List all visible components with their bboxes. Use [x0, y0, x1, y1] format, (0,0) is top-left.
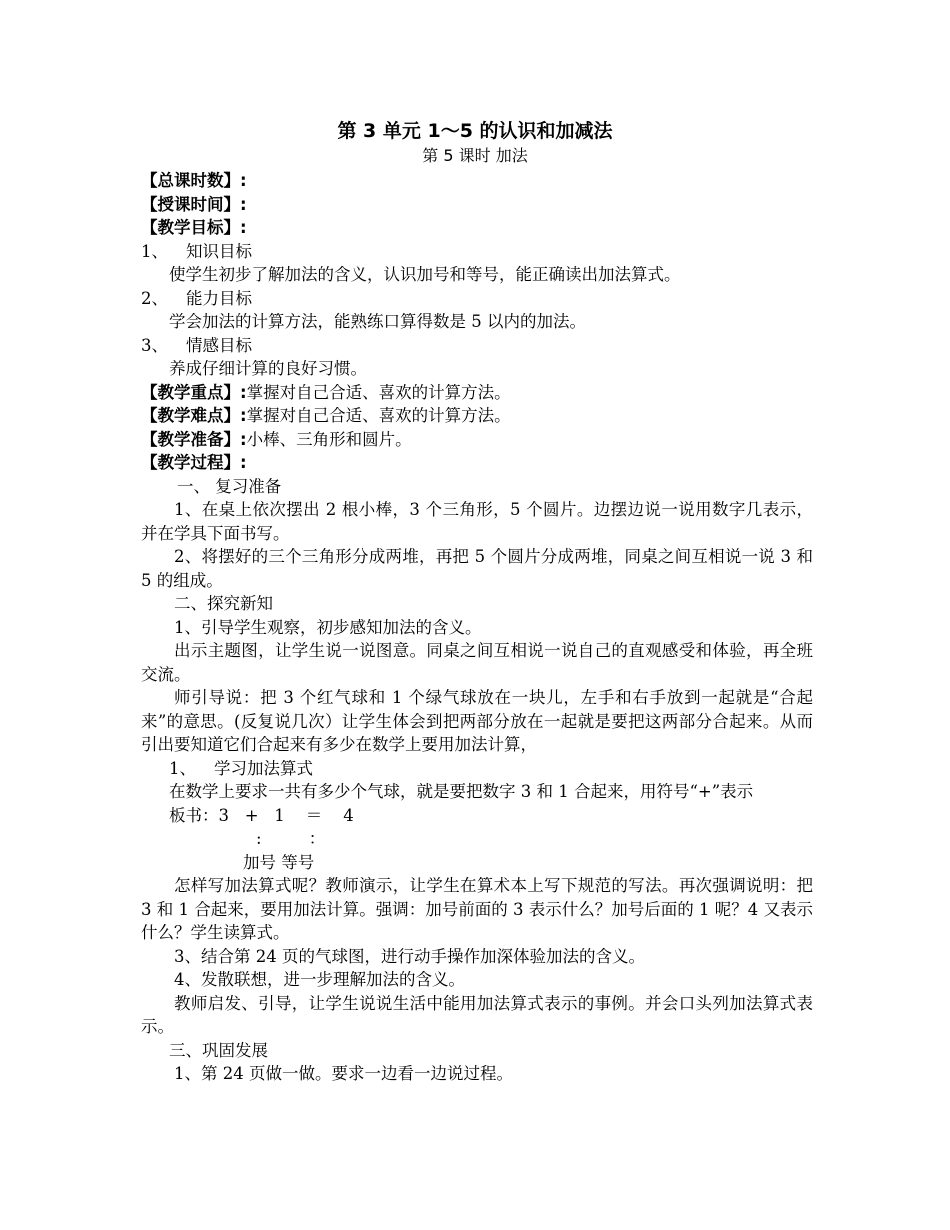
section-2-paragraph: 教师启发、引导，让学生说说生活中能用加法算式表示的事例。并会口头列加法算式表示。: [141, 993, 813, 1036]
teach-time-field: 【授课时间】:: [141, 194, 247, 214]
section-2-paragraph: 3、结合第 24 页的气球图，进行动手操作加深体验加法的含义。: [174, 946, 645, 966]
section-2-paragraph: 4、发散联想，进一步理解加法的含义。: [174, 970, 465, 989]
document-body: [141, 169, 813, 1086]
section-1-paragraph: 1、在桌上依次摆出 2 根小棒，3 个三角形，5 个圆片。边摆边说一说用数字几表示，并在学具下面书写。: [141, 500, 813, 543]
section-3-paragraph: 1、第 24 页做一做。要求一边看一边说过程。: [174, 1064, 513, 1083]
section-2-paragraph: 怎样写加法算式呢？教师演示，让学生在算术本上写下规范的写法。再次强调说明：把 3 和 1 合起来，要用加法计算。强调：加号前面的 3 表示什么？加号后面的 1 呢？4 又表示什么？学生读算式。: [141, 876, 813, 942]
section-2-paragraph: 出示主题图，让学生说一说图意。同桌之间互相说一说自己的直观感受和体验，再全班交流。: [141, 641, 813, 684]
section-2-paragraph: 在数学上要求一共有多少个气球，就是要把数字 3 和 1 合起来，用符号“+”表示: [169, 782, 754, 801]
blackboard-formula: 板书：3 + 1 ＝ 4: [169, 805, 354, 825]
goal-3-text: 养成仔细计算的良好习惯。: [169, 359, 367, 378]
section-2-paragraph: 师引导说：把 3 个红气球和 1 个绿气球放在一块儿，左手和右手放到一起就是“合起来”的意思。(反复说几次）让学生体会到把两部分放在一起就是要把这两部分合起来。从而引出要知道它们合起来有多少在数学上要用加法计算，: [141, 688, 813, 754]
lesson-subtitle: 第 5 课时 加法: [422, 146, 528, 165]
keypoint-line: 【教学重点】:掌握对自己合适、喜欢的计算方法。: [141, 382, 511, 402]
formula-markers: : ：: [256, 829, 326, 848]
goals-heading: 【教学目标】:: [141, 218, 247, 237]
section-1-paragraph: 2、将摆好的三个三角形分成两堆，再把 5 个圆片分成两堆，同桌之间互相说一说 3 和 5 的组成。: [141, 547, 813, 590]
process-heading: 【教学过程】:: [141, 453, 247, 472]
goal-1-heading: 1、 知识目标: [141, 241, 252, 261]
difficulty-line: 【教学难点】:掌握对自己合适、喜欢的计算方法。: [141, 406, 511, 425]
section-2-heading: 二、探究新知: [174, 594, 273, 613]
goal-1-text: 使学生初步了解加法的含义，认识加号和等号，能正确读出加法算式。: [169, 265, 681, 284]
section-1-heading: 一、 复习准备: [177, 476, 282, 496]
total-hours-field: 【总课时数】:: [141, 171, 247, 190]
section-3-heading: 三、巩固发展: [169, 1040, 268, 1060]
goal-2-text: 学会加法的计算方法，能熟练口算得数是 5 以内的加法。: [169, 312, 586, 331]
document-title: 第 3 单元 1～5 的认识和加减法: [337, 120, 613, 142]
formula-labels: 加号 等号: [243, 852, 315, 872]
subsection-heading: 1、 学习加法算式: [169, 758, 313, 778]
prep-line: 【教学准备】:小棒、三角形和圆片。: [141, 429, 412, 449]
goal-2-heading: 2、 能力目标: [141, 288, 252, 308]
goal-3-heading: 3、 情感目标: [141, 335, 252, 355]
section-2-paragraph: 1、引导学生观察，初步感知加法的含义。: [174, 617, 482, 637]
